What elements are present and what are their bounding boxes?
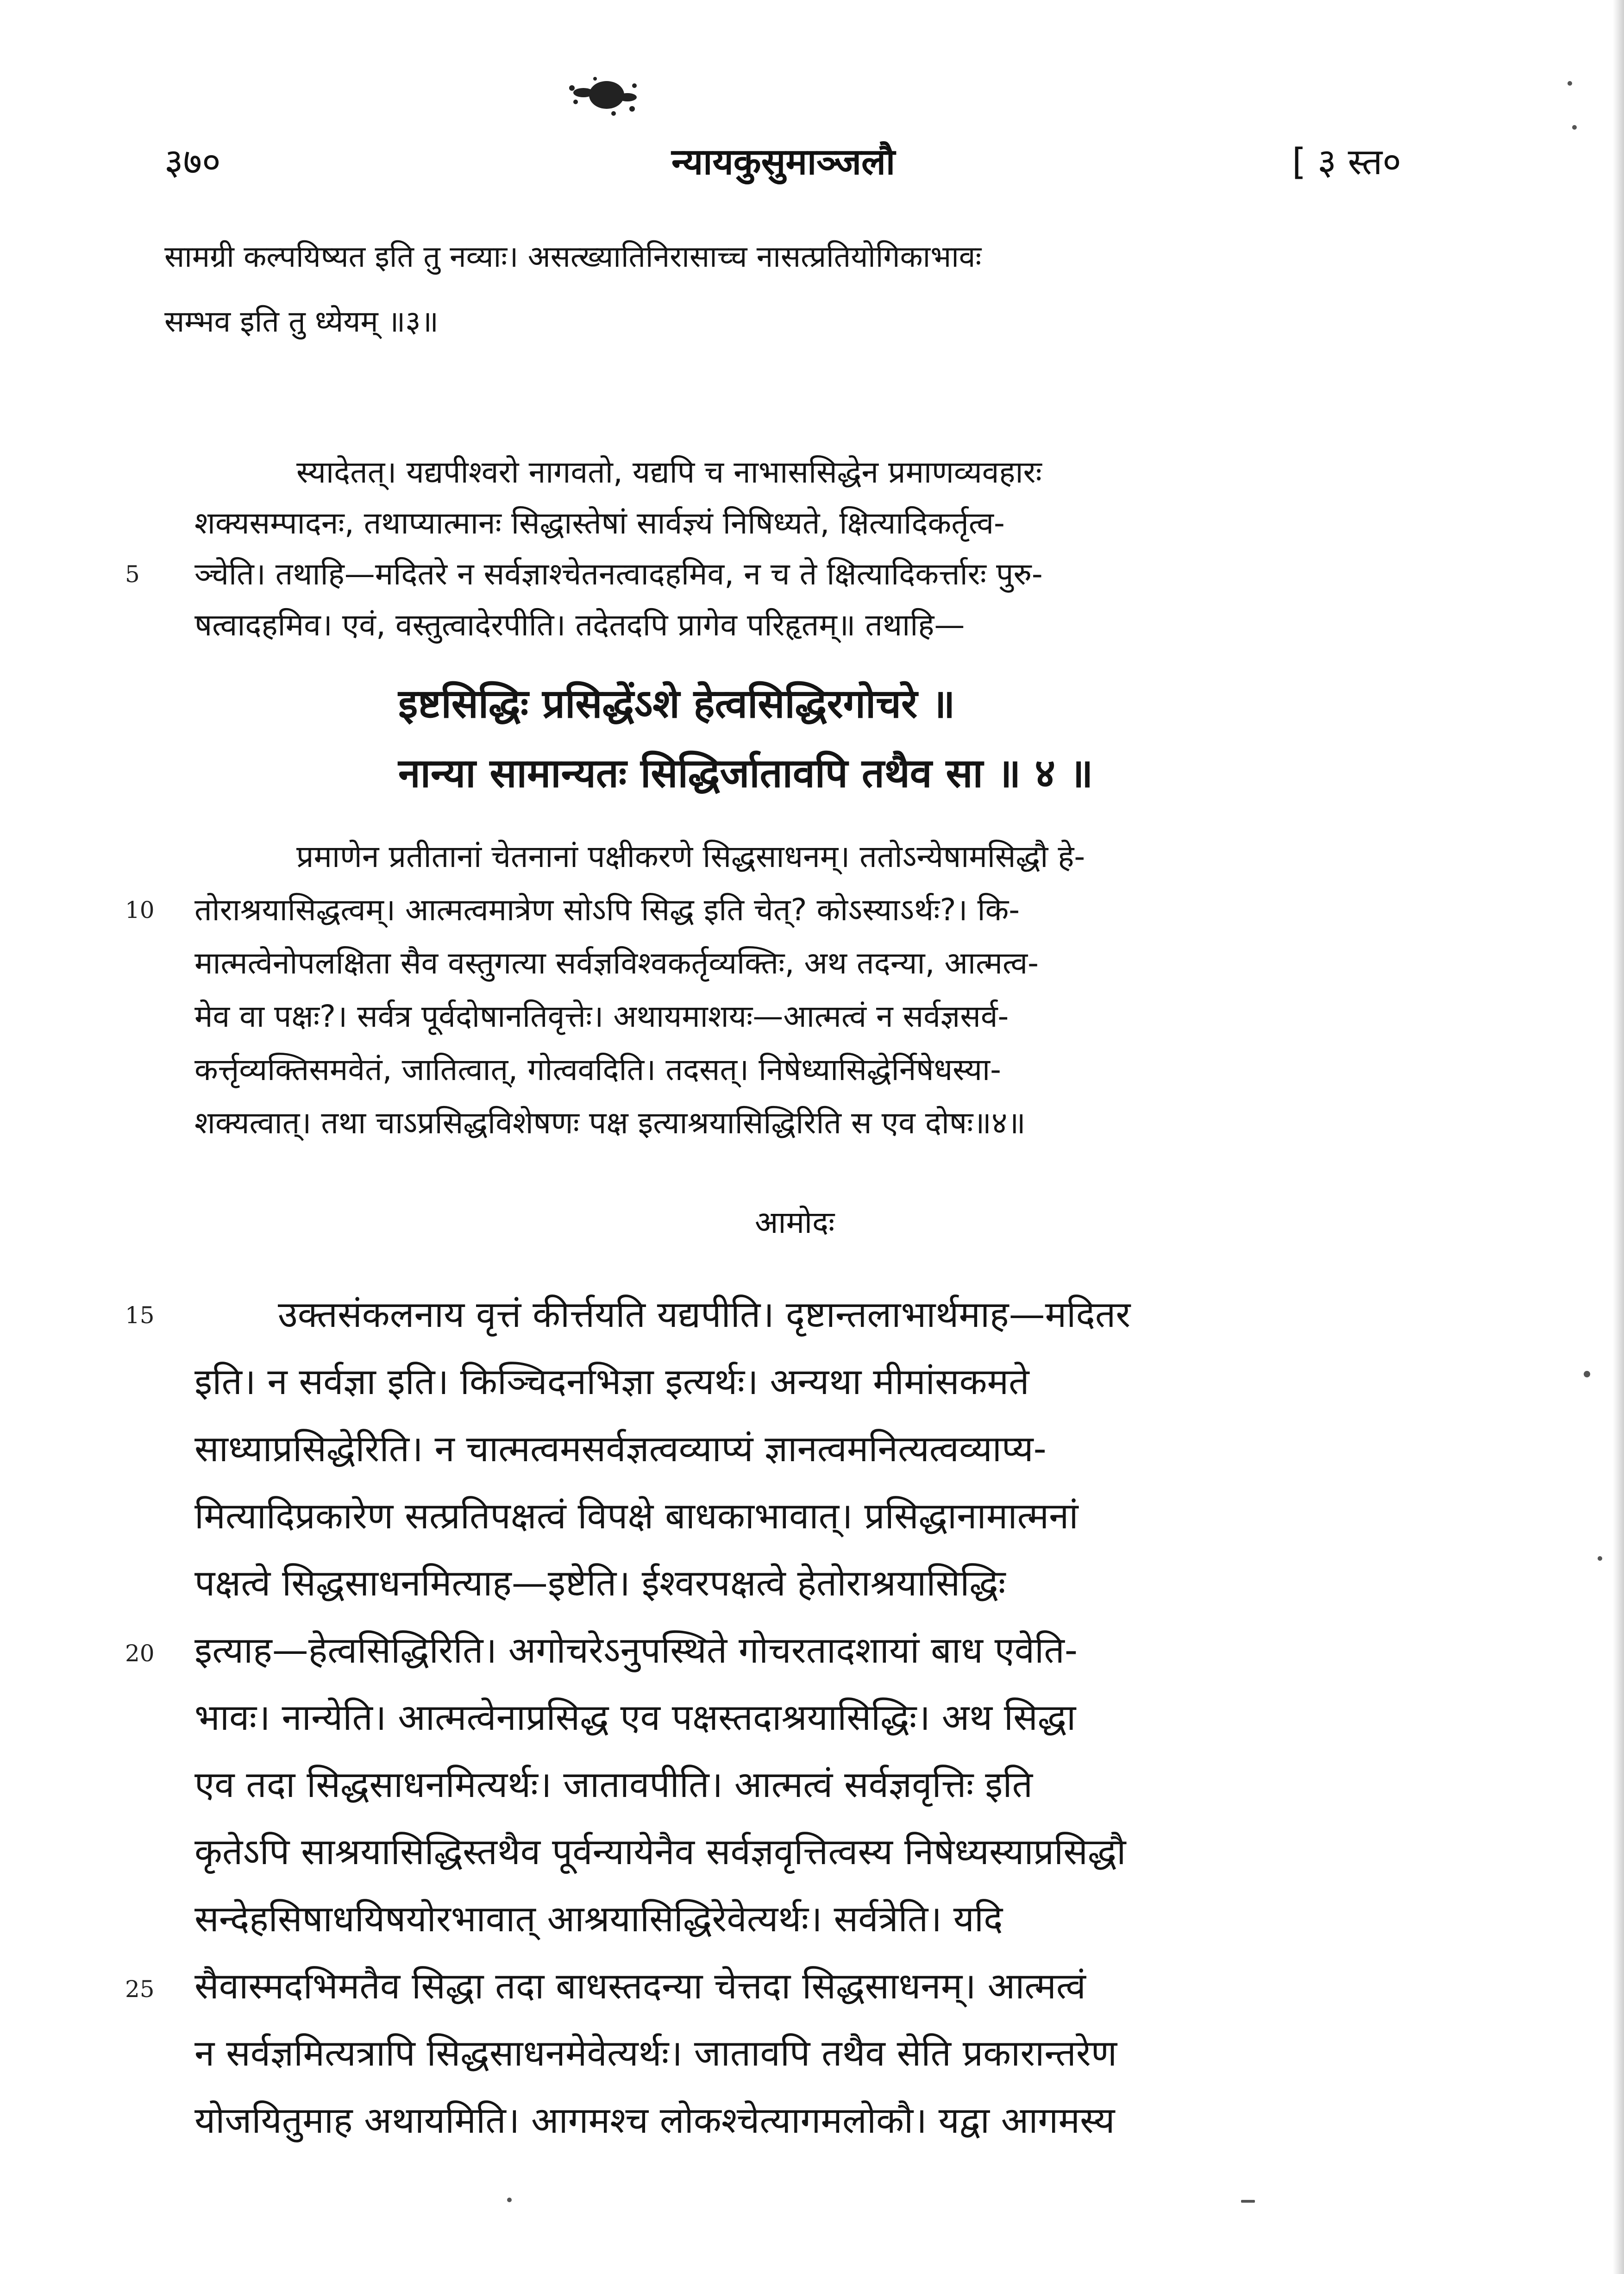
verse-line: इष्टसिद्धिः प्रसिद्धेंऽशे हेत्वसिद्धिरगोचरे ॥ [398,681,955,727]
amoda-line: पक्षत्वे सिद्धसाधनमित्याह—इष्टेति। ईश्वरपक्षत्वे हेतोराश्रयासिद्धिः [194,1563,1006,1604]
main-text-line: षत्वादहमिव। एवं, वस्तुत्वादेरपीति। तदेतदपि प्रागेव परिहृतम्॥ तथाहि— [194,607,965,643]
main-text-line: शक्यसम्पादनः, तथाप्यात्मानः सिद्धास्तेषां सार्वज्ञ्यं निषिध्यते, क्षित्यादिकर्तृत्व- [194,505,1005,541]
top-line: सामग्री कल्पयिष्यत इति तु नव्याः। असत्ख्यातिनिरासाच्च नासत्प्रतियोगिकाभावः [164,240,982,274]
top-line: सम्भव इति तु ध्येयम् ॥३॥ [164,305,439,339]
scan-speck [1598,1556,1602,1561]
commentary-line: शक्यत्वात्। तथा चाऽप्रसिद्धविशेषणः पक्ष इत्याश्रयासिद्धिरिति स एव दोषः॥४॥ [194,1105,1026,1141]
line-number: 25 [125,1976,155,2003]
running-title: न्यायकुसुमाञ्जलौ [671,141,896,183]
amoda-line: मित्यादिप्रकारेण सत्प्रतिपक्षत्वं विपक्षे बाधकाभावात्। प्रसिद्धानामात्मनां [194,1495,1078,1537]
amoda-line: एव तदा सिद्धसाधनमित्यर्थः। जातावपीति। आत्मत्वं सर्वज्ञवृत्तिः इति [194,1764,1033,1806]
line-number: 20 [125,1640,155,1667]
amoda-line: इत्याह—हेत्वसिद्धिरिति। अगोचरेऽनुपस्थिते गोचरतादशायां बाध एवेति- [194,1630,1078,1671]
ornament-icon [563,69,641,120]
amoda-line: उक्तसंकलनाय वृत्तं कीर्त्तयति यद्यपीति। दृष्टान्तलाभार्थमाह—मदितर [278,1294,1131,1336]
page-number: ३७० [164,141,221,183]
main-text-line: ञ्चेति। तथाहि—मदितरे न सर्वज्ञाश्चेतनत्वादहमिव, न च ते क्षित्यादिकर्त्तारः पुरु- [194,556,1043,592]
commentary-line: मेव वा पक्षः?। सर्वत्र पूर्वदोषानतिवृत्तेः। अथायमाशयः—आत्मत्वं न सर्वज्ञसर्व- [194,999,1009,1034]
commentary-line: प्रमाणेन प्रतीतानां चेतनानां पक्षीकरणे सिद्धसाधनम्। ततोऽन्येषामसिद्धौ हे- [296,839,1085,874]
verse-line: नान्या सामान्यतः सिद्धिर्जातावपि तथैव सा ॥ ४ ॥ [398,750,1093,797]
amoda-line: सन्देहसिषाधयिषयोरभावात् आश्रयासिद्धिरेवेत्यर्थः। सर्वत्रेति। यदि [194,1898,1003,1940]
scan-speck [1572,125,1577,130]
line-number: 15 [125,1302,155,1329]
commentary-line: तोराश्रयासिद्धत्वम्। आत्मत्वमात्रेण सोऽपि सिद्ध इति चेत्? कोऽस्याऽर्थः?। कि- [194,892,1020,928]
line-number: 5 [125,561,140,588]
scan-speck [507,2198,512,2202]
amoda-line: सैवास्मदभिमतैव सिद्धा तदा बाधस्तदन्या चेत्तदा सिद्धसाधनम्। आत्मत्वं [194,1966,1086,2007]
scan-speck [1584,1371,1590,1377]
scan-speck [1241,2200,1255,2203]
commentary-line: कर्त्तृव्यक्तिसमवेतं, जातित्वात्, गोत्ववदिति। तदसत्। निषेध्यासिद्धेर्निषेधस्या- [194,1052,1001,1087]
amoda-line: कृतेऽपि साश्रयासिद्धिस्तथैव पूर्वन्यायेनैव सर्वज्ञवृत्तित्वस्य निषेध्यस्याप्रसिद्धौ [194,1831,1126,1873]
scan-edge [1613,0,1624,2274]
section-label: [ ३ स्त० [1292,141,1401,183]
amoda-heading: आमोदः [755,1205,835,1240]
scan-speck [1568,81,1572,86]
main-text-line: स्यादेतत्। यद्यपीश्वरो नागवतो, यद्यपि च नाभाससिद्धेन प्रमाणव्यवहारः [296,454,1042,490]
amoda-line: योजयितुमाह अथायमिति। आगमश्च लोकश्चेत्यागमलोकौ। यद्वा आगमस्य [194,2100,1115,2142]
amoda-line: न सर्वज्ञमित्यत्रापि सिद्धसाधनमेवेत्यर्थः। जातावपि तथैव सेति प्रकारान्तरेण [194,2033,1117,2074]
amoda-line: भावः। नान्येति। आत्मत्वेनाप्रसिद्ध एव पक्षस्तदाश्रयासिद्धिः। अथ सिद्धा [194,1697,1076,1739]
commentary-line: मात्मत्वेनोपलक्षिता सैव वस्तुगत्या सर्वज्ञविश्वकर्तृव्यक्तिः, अथ तदन्या, आत्मत्व- [194,945,1039,981]
line-number: 10 [125,897,155,923]
amoda-line: इति। न सर्वज्ञा इति। किञ्चिदनभिज्ञा इत्यर्थः। अन्यथा मीमांसकमते [194,1361,1029,1403]
amoda-line: साध्याप्रसिद्धेरिति। न चात्मत्वमसर्वज्ञत्वव्याप्यं ज्ञानत्वमनित्यत्वव्याप्य- [194,1428,1047,1470]
